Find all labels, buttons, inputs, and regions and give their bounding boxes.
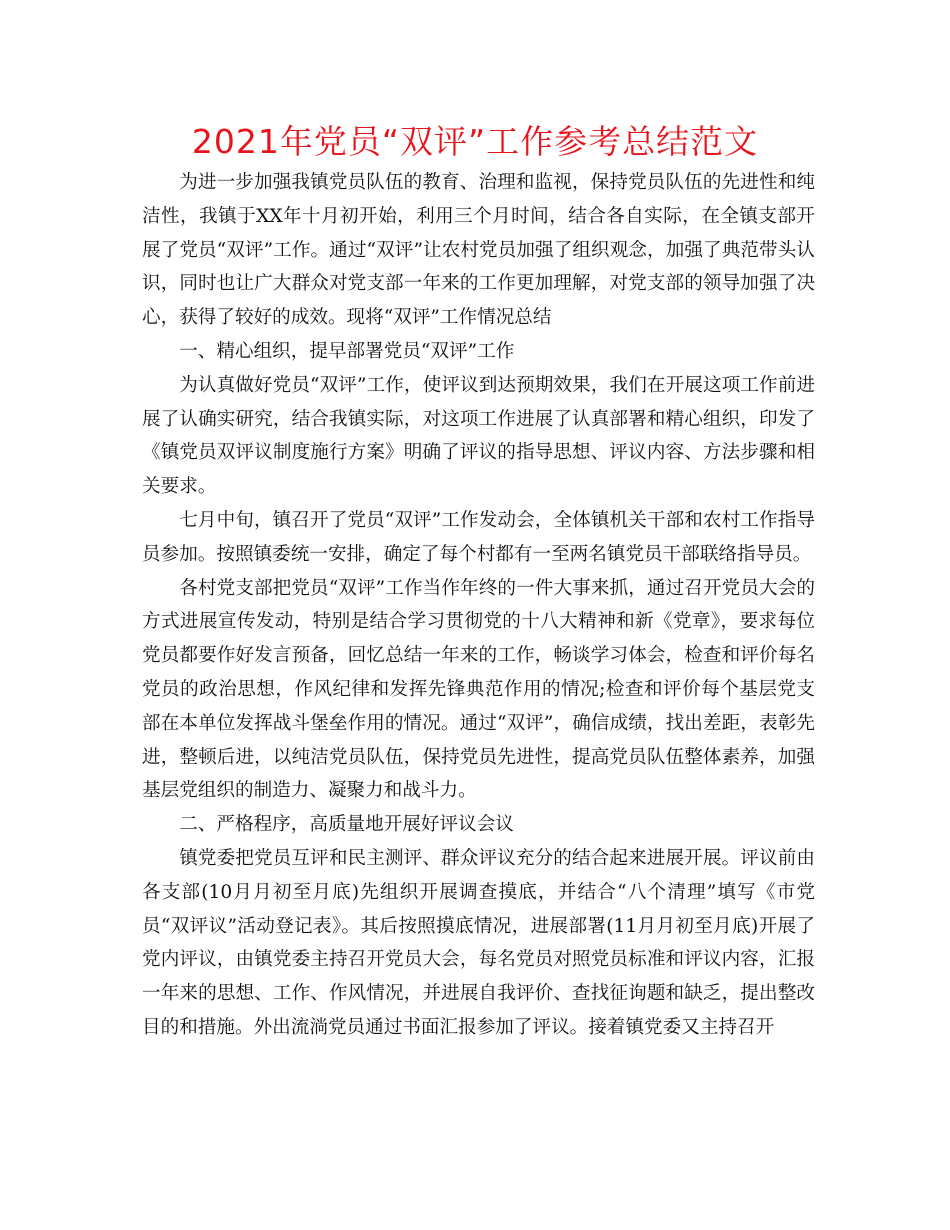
document-title: 2021年党员“双评”工作参考总结范文 bbox=[191, 122, 759, 161]
paragraph-intro: 为进一步加强我镇党员队伍的教育、治理和监视，保持党员队伍的先进性和纯洁性，我镇于XX年十月初开始，利用三个月时间，结合各自实际，在全镇支部开展了党员“双评”工作。通过“双评”让农村党员加强了组织观念，加强了典范带头认识，同时也让广大群众对党支部一年来的工作更加理解，对党支部的领导加强了决心，获得了较好的成效。现将“双评”工作情况总结 bbox=[142, 172, 815, 329]
paragraph-section-1-b: 七月中旬，镇召开了党员“双评”工作发动会，全体镇机关干部和农村工作指导员参加。按照镇委统一安排，确定了每个村都有一至两名镇党员干部联络指导员。 bbox=[142, 509, 815, 565]
document-body bbox=[142, 166, 815, 1045]
paragraph-section-1-c: 各村党支部把党员“双评”工作当作年终的一件大事来抓，通过召开党员大会的方式进展宣传发动，特别是结合学习贯彻党的十八大精神和新《党章》，要求每位党员都要作好发言预备，回忆总结一年来的工作，畅谈学习体会，检查和评价每名党员的政治思想，作风纪律和发挥先锋典范作用的情况;检查和评价每个基层党支部在本单位发挥战斗堡垒作用的情况。通过“双评”，确信成绩，找出差距，表彰先进，整顿后进，以纯洁党员队伍，保持党员先进性，提高党员队伍整体素养，加强基层党组织的制造力、凝聚力和战斗力。 bbox=[142, 577, 815, 802]
section-heading-1: 一、精心组织，提早部署党员“双评”工作 bbox=[179, 340, 515, 362]
paragraph-section-2-a: 镇党委把党员互评和民主测评、群众评议充分的结合起来进展开展。评议前由各支部(10月月初至月底)先组织开展调查摸底，并结合“八个清理”填写《市党员“双评议”活动登记表》。其后按照摸底情况，进展部署(11月月初至月底)开展了党内评议，由镇党委主持召开党员大会，每名党员对照党员标准和评议内容，汇报一年来的思想、工作、作风情况，并进展自我评价、查找征询题和缺乏，提出整改目的和措施。外出流淌党员通过书面汇报参加了评议。接着镇党委又主持召开 bbox=[142, 847, 815, 1038]
section-heading-2: 二、严格程序，高质量地开展好评议会议 bbox=[179, 814, 514, 836]
paragraph-section-1-a: 为认真做好党员“双评”工作，使评议到达预期效果，我们在开展这项工作前进展了认确实研究，结合我镇实际，对这项工作进展了认真部署和精心组织，印发了《镇党员双评议制度施行方案》明确了评议的指导思想、评议内容、方法步骤和相关要求。 bbox=[142, 374, 815, 498]
